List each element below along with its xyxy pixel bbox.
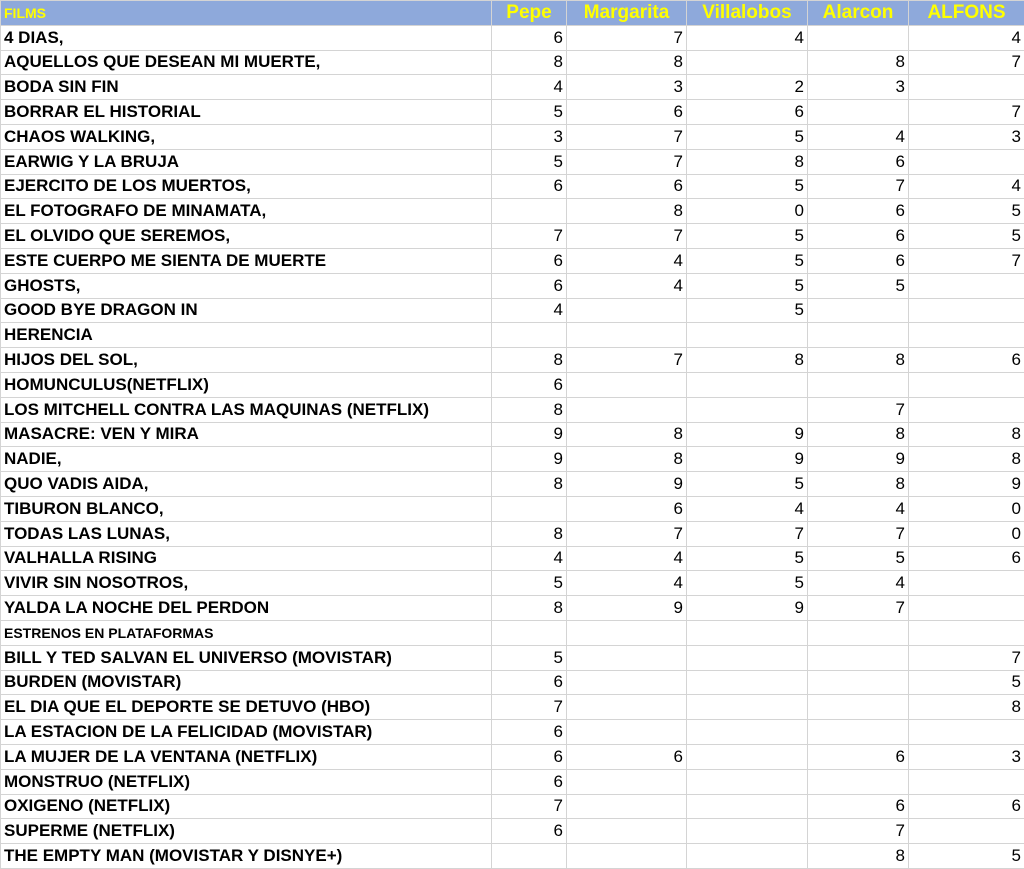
- film-row: [1, 472, 1024, 497]
- film-title-cell[interactable]: MONSTRUO (NETFLIX): [1, 769, 492, 794]
- score-cell[interactable]: 9: [687, 447, 808, 472]
- score-cell[interactable]: 7: [687, 521, 808, 546]
- film-title-cell[interactable]: AQUELLOS QUE DESEAN MI MUERTE,: [1, 50, 492, 75]
- score-cell[interactable]: 7: [492, 224, 567, 249]
- reviewer-header-pepe[interactable]: Pepe: [492, 1, 567, 26]
- score-cell[interactable]: 6: [492, 273, 567, 298]
- film-row: [1, 422, 1024, 447]
- score-cell[interactable]: [567, 620, 687, 645]
- sheet-body: [1, 25, 1024, 868]
- film-title-cell[interactable]: THE EMPTY MAN (MOVISTAR Y DISNYE+): [1, 844, 492, 869]
- section-row: [1, 620, 1024, 645]
- score-cell[interactable]: [808, 645, 909, 670]
- score-cell[interactable]: 5: [687, 298, 808, 323]
- film-title-cell[interactable]: HERENCIA: [1, 323, 492, 348]
- film-title-cell[interactable]: BILL Y TED SALVAN EL UNIVERSO (MOVISTAR): [1, 645, 492, 670]
- score-cell[interactable]: 6: [492, 670, 567, 695]
- score-cell[interactable]: [909, 620, 1024, 645]
- reviewer-header-margarita[interactable]: Margarita: [567, 1, 687, 26]
- film-row: [1, 744, 1024, 769]
- score-cell[interactable]: 5: [909, 199, 1024, 224]
- film-row: [1, 645, 1024, 670]
- film-row: [1, 670, 1024, 695]
- score-cell[interactable]: 6: [808, 794, 909, 819]
- film-row: [1, 124, 1024, 149]
- score-cell[interactable]: [567, 819, 687, 844]
- reviewer-header-alarcon[interactable]: Alarcon: [808, 1, 909, 26]
- film-title-cell[interactable]: EARWIG Y LA BRUJA: [1, 149, 492, 174]
- score-cell[interactable]: 4: [492, 75, 567, 100]
- score-cell[interactable]: 7: [492, 695, 567, 720]
- film-title-cell[interactable]: GOOD BYE DRAGON IN: [1, 298, 492, 323]
- film-title-cell[interactable]: HOMUNCULUS(NETFLIX): [1, 372, 492, 397]
- film-title-cell[interactable]: EL OLVIDO QUE SEREMOS,: [1, 224, 492, 249]
- score-cell[interactable]: [492, 323, 567, 348]
- film-title-cell[interactable]: SUPERME (NETFLIX): [1, 819, 492, 844]
- score-cell[interactable]: 8: [808, 348, 909, 373]
- score-cell[interactable]: 9: [808, 447, 909, 472]
- score-cell[interactable]: 4: [492, 298, 567, 323]
- score-cell[interactable]: [909, 75, 1024, 100]
- score-cell[interactable]: [567, 844, 687, 869]
- score-cell[interactable]: [808, 769, 909, 794]
- film-row: [1, 298, 1024, 323]
- score-cell[interactable]: 5: [492, 645, 567, 670]
- score-cell[interactable]: 5: [492, 100, 567, 125]
- film-title-cell[interactable]: BURDEN (MOVISTAR): [1, 670, 492, 695]
- film-row: [1, 323, 1024, 348]
- film-row: [1, 769, 1024, 794]
- score-cell[interactable]: [687, 372, 808, 397]
- score-cell[interactable]: [687, 323, 808, 348]
- score-cell[interactable]: 9: [687, 596, 808, 621]
- film-title-cell[interactable]: YALDA LA NOCHE DEL PERDON: [1, 596, 492, 621]
- score-cell[interactable]: 8: [808, 472, 909, 497]
- score-cell[interactable]: [909, 769, 1024, 794]
- score-cell[interactable]: [687, 720, 808, 745]
- score-cell[interactable]: 7: [808, 397, 909, 422]
- score-cell[interactable]: [567, 720, 687, 745]
- score-cell[interactable]: 6: [492, 819, 567, 844]
- film-row: [1, 174, 1024, 199]
- score-cell[interactable]: 3: [492, 124, 567, 149]
- score-cell[interactable]: 4: [567, 273, 687, 298]
- film-title-cell[interactable]: TIBURON BLANCO,: [1, 496, 492, 521]
- score-cell[interactable]: 8: [687, 149, 808, 174]
- score-cell[interactable]: 8: [567, 447, 687, 472]
- film-title-cell[interactable]: GHOSTS,: [1, 273, 492, 298]
- score-cell[interactable]: 8: [492, 397, 567, 422]
- film-title-cell[interactable]: EL FOTOGRAFO DE MINAMATA,: [1, 199, 492, 224]
- score-cell[interactable]: 4: [567, 546, 687, 571]
- film-title-cell[interactable]: QUO VADIS AIDA,: [1, 472, 492, 497]
- score-cell[interactable]: 8: [567, 422, 687, 447]
- score-cell[interactable]: 8: [492, 348, 567, 373]
- score-cell[interactable]: 8: [808, 50, 909, 75]
- film-row: [1, 794, 1024, 819]
- score-cell[interactable]: 9: [567, 596, 687, 621]
- film-row: [1, 819, 1024, 844]
- score-cell[interactable]: [687, 695, 808, 720]
- film-row: [1, 75, 1024, 100]
- score-cell[interactable]: 6: [492, 174, 567, 199]
- film-title-cell[interactable]: TODAS LAS LUNAS,: [1, 521, 492, 546]
- film-title-cell[interactable]: LOS MITCHELL CONTRA LAS MAQUINAS (NETFLIX): [1, 397, 492, 422]
- score-cell[interactable]: 8: [567, 50, 687, 75]
- film-row: [1, 521, 1024, 546]
- score-cell[interactable]: [909, 596, 1024, 621]
- score-cell[interactable]: 8: [909, 422, 1024, 447]
- section-title-cell[interactable]: ESTRENOS EN PLATAFORMAS: [1, 620, 492, 645]
- score-cell[interactable]: [567, 695, 687, 720]
- film-row: [1, 372, 1024, 397]
- score-cell[interactable]: 9: [492, 447, 567, 472]
- film-row: [1, 720, 1024, 745]
- score-cell[interactable]: 5: [808, 273, 909, 298]
- score-cell[interactable]: [808, 25, 909, 50]
- score-cell[interactable]: [567, 298, 687, 323]
- film-row: [1, 571, 1024, 596]
- score-cell[interactable]: 6: [567, 496, 687, 521]
- score-cell[interactable]: [808, 695, 909, 720]
- score-cell[interactable]: 6: [808, 744, 909, 769]
- score-cell[interactable]: 5: [687, 224, 808, 249]
- score-cell[interactable]: [687, 819, 808, 844]
- film-title-cell[interactable]: MASACRE: VEN Y MIRA: [1, 422, 492, 447]
- score-cell[interactable]: 7: [808, 174, 909, 199]
- header-row: [1, 1, 1024, 26]
- score-cell[interactable]: 4: [808, 571, 909, 596]
- score-cell[interactable]: [808, 372, 909, 397]
- score-cell[interactable]: 6: [492, 720, 567, 745]
- score-cell[interactable]: [909, 571, 1024, 596]
- film-row: [1, 397, 1024, 422]
- film-title-cell[interactable]: BODA SIN FIN: [1, 75, 492, 100]
- score-cell[interactable]: [492, 496, 567, 521]
- score-cell[interactable]: 7: [567, 224, 687, 249]
- score-cell[interactable]: 6: [687, 100, 808, 125]
- score-cell[interactable]: 8: [492, 472, 567, 497]
- score-cell[interactable]: 5: [492, 571, 567, 596]
- score-cell[interactable]: [808, 323, 909, 348]
- score-cell[interactable]: 6: [808, 248, 909, 273]
- score-cell[interactable]: 8: [492, 596, 567, 621]
- score-cell[interactable]: [909, 397, 1024, 422]
- score-cell[interactable]: [687, 769, 808, 794]
- score-cell[interactable]: 7: [808, 521, 909, 546]
- score-cell[interactable]: 5: [492, 149, 567, 174]
- score-cell[interactable]: 6: [492, 248, 567, 273]
- score-cell[interactable]: 6: [492, 744, 567, 769]
- score-cell[interactable]: 2: [687, 75, 808, 100]
- film-title-cell[interactable]: CHAOS WALKING,: [1, 124, 492, 149]
- score-cell[interactable]: 4: [909, 25, 1024, 50]
- score-cell[interactable]: 5: [687, 571, 808, 596]
- film-row: [1, 695, 1024, 720]
- score-cell[interactable]: 5: [909, 670, 1024, 695]
- score-cell[interactable]: [687, 844, 808, 869]
- score-cell[interactable]: 5: [687, 248, 808, 273]
- film-row: [1, 50, 1024, 75]
- film-row: [1, 25, 1024, 50]
- score-cell[interactable]: 7: [567, 25, 687, 50]
- film-row: [1, 248, 1024, 273]
- film-title-cell[interactable]: LA ESTACION DE LA FELICIDAD (MOVISTAR): [1, 720, 492, 745]
- film-title-cell[interactable]: BORRAR EL HISTORIAL: [1, 100, 492, 125]
- score-cell[interactable]: 8: [492, 521, 567, 546]
- score-cell[interactable]: 4: [909, 174, 1024, 199]
- reviewer-header-alfons[interactable]: ALFONS: [909, 1, 1024, 26]
- score-cell[interactable]: 6: [808, 149, 909, 174]
- score-cell[interactable]: 3: [909, 124, 1024, 149]
- score-cell[interactable]: [687, 670, 808, 695]
- film-title-cell[interactable]: OXIGENO (NETFLIX): [1, 794, 492, 819]
- score-cell[interactable]: 6: [909, 348, 1024, 373]
- score-cell[interactable]: [687, 645, 808, 670]
- film-row: [1, 496, 1024, 521]
- film-title-cell[interactable]: EJERCITO DE LOS MUERTOS,: [1, 174, 492, 199]
- score-cell[interactable]: 5: [687, 472, 808, 497]
- score-cell[interactable]: [687, 794, 808, 819]
- score-cell[interactable]: 7: [808, 819, 909, 844]
- score-cell[interactable]: [492, 844, 567, 869]
- score-cell[interactable]: [567, 670, 687, 695]
- score-cell[interactable]: 4: [687, 496, 808, 521]
- score-cell[interactable]: 8: [492, 50, 567, 75]
- score-cell[interactable]: 0: [909, 521, 1024, 546]
- score-cell[interactable]: [909, 298, 1024, 323]
- score-cell[interactable]: 6: [567, 744, 687, 769]
- film-title-cell[interactable]: 4 DIAS,: [1, 25, 492, 50]
- score-cell[interactable]: 3: [909, 744, 1024, 769]
- score-cell[interactable]: 3: [808, 75, 909, 100]
- score-cell[interactable]: 8: [687, 348, 808, 373]
- score-cell[interactable]: [567, 372, 687, 397]
- score-cell[interactable]: 8: [909, 447, 1024, 472]
- score-cell[interactable]: 5: [687, 174, 808, 199]
- film-row: [1, 149, 1024, 174]
- score-cell[interactable]: [567, 645, 687, 670]
- score-cell[interactable]: 0: [687, 199, 808, 224]
- film-title-cell[interactable]: HIJOS DEL SOL,: [1, 348, 492, 373]
- score-cell[interactable]: 7: [492, 794, 567, 819]
- film-title-cell[interactable]: NADIE,: [1, 447, 492, 472]
- score-cell[interactable]: 4: [687, 25, 808, 50]
- score-cell[interactable]: 5: [687, 273, 808, 298]
- score-cell[interactable]: [567, 794, 687, 819]
- film-row: [1, 596, 1024, 621]
- score-cell[interactable]: 6: [492, 25, 567, 50]
- score-cell[interactable]: [808, 298, 909, 323]
- score-cell[interactable]: 3: [567, 75, 687, 100]
- films-header-cell[interactable]: FILMS: [1, 1, 492, 26]
- score-cell[interactable]: 6: [808, 199, 909, 224]
- score-cell[interactable]: 7: [567, 521, 687, 546]
- film-title-cell[interactable]: ESTE CUERPO ME SIENTA DE MUERTE: [1, 248, 492, 273]
- score-cell[interactable]: 9: [909, 472, 1024, 497]
- film-row: [1, 100, 1024, 125]
- score-cell[interactable]: 5: [909, 224, 1024, 249]
- score-cell[interactable]: 6: [567, 100, 687, 125]
- score-cell[interactable]: 4: [567, 571, 687, 596]
- score-cell[interactable]: [492, 620, 567, 645]
- film-title-cell[interactable]: LA MUJER DE LA VENTANA (NETFLIX): [1, 744, 492, 769]
- film-title-cell[interactable]: EL DIA QUE EL DEPORTE SE DETUVO (HBO): [1, 695, 492, 720]
- score-cell[interactable]: 4: [567, 248, 687, 273]
- score-cell[interactable]: [567, 397, 687, 422]
- score-cell[interactable]: 9: [492, 422, 567, 447]
- score-cell[interactable]: 6: [492, 372, 567, 397]
- score-cell[interactable]: 7: [909, 100, 1024, 125]
- score-cell[interactable]: 4: [492, 546, 567, 571]
- score-cell[interactable]: [808, 720, 909, 745]
- score-cell[interactable]: 4: [808, 124, 909, 149]
- score-cell[interactable]: 6: [808, 224, 909, 249]
- score-cell[interactable]: [567, 769, 687, 794]
- score-cell[interactable]: [492, 199, 567, 224]
- score-cell[interactable]: [909, 273, 1024, 298]
- score-cell[interactable]: 4: [808, 496, 909, 521]
- score-cell[interactable]: [808, 100, 909, 125]
- score-cell[interactable]: 8: [808, 844, 909, 869]
- reviewer-header-villalobos[interactable]: Villalobos: [687, 1, 808, 26]
- score-cell[interactable]: 0: [909, 496, 1024, 521]
- score-cell[interactable]: 6: [567, 174, 687, 199]
- score-cell[interactable]: [909, 372, 1024, 397]
- score-cell[interactable]: 7: [808, 596, 909, 621]
- score-cell[interactable]: 7: [567, 124, 687, 149]
- film-row: [1, 844, 1024, 869]
- score-cell[interactable]: 7: [567, 149, 687, 174]
- score-cell[interactable]: 9: [687, 422, 808, 447]
- score-cell[interactable]: 5: [687, 546, 808, 571]
- film-title-cell[interactable]: VIVIR SIN NOSOTROS,: [1, 571, 492, 596]
- film-row: [1, 447, 1024, 472]
- score-cell[interactable]: [687, 620, 808, 645]
- score-cell[interactable]: 5: [909, 844, 1024, 869]
- score-cell[interactable]: 6: [909, 546, 1024, 571]
- score-cell[interactable]: 8: [909, 695, 1024, 720]
- score-cell[interactable]: 7: [909, 645, 1024, 670]
- score-cell[interactable]: 7: [909, 50, 1024, 75]
- score-cell[interactable]: 7: [567, 348, 687, 373]
- film-row: [1, 348, 1024, 373]
- film-row: [1, 273, 1024, 298]
- score-cell[interactable]: 5: [687, 124, 808, 149]
- film-row: [1, 546, 1024, 571]
- score-cell[interactable]: [909, 819, 1024, 844]
- score-cell[interactable]: 9: [567, 472, 687, 497]
- score-cell[interactable]: [909, 720, 1024, 745]
- score-cell[interactable]: [808, 620, 909, 645]
- score-cell[interactable]: [687, 744, 808, 769]
- score-cell[interactable]: 5: [808, 546, 909, 571]
- film-title-cell[interactable]: VALHALLA RISING: [1, 546, 492, 571]
- score-cell[interactable]: [909, 149, 1024, 174]
- score-cell[interactable]: [687, 50, 808, 75]
- score-cell[interactable]: [567, 323, 687, 348]
- film-row: [1, 199, 1024, 224]
- score-cell[interactable]: [687, 397, 808, 422]
- score-cell[interactable]: 6: [492, 769, 567, 794]
- score-cell[interactable]: [808, 670, 909, 695]
- score-cell[interactable]: 7: [909, 248, 1024, 273]
- score-cell[interactable]: 6: [909, 794, 1024, 819]
- score-cell[interactable]: 8: [567, 199, 687, 224]
- film-row: [1, 224, 1024, 249]
- score-cell[interactable]: 8: [808, 422, 909, 447]
- score-cell[interactable]: [909, 323, 1024, 348]
